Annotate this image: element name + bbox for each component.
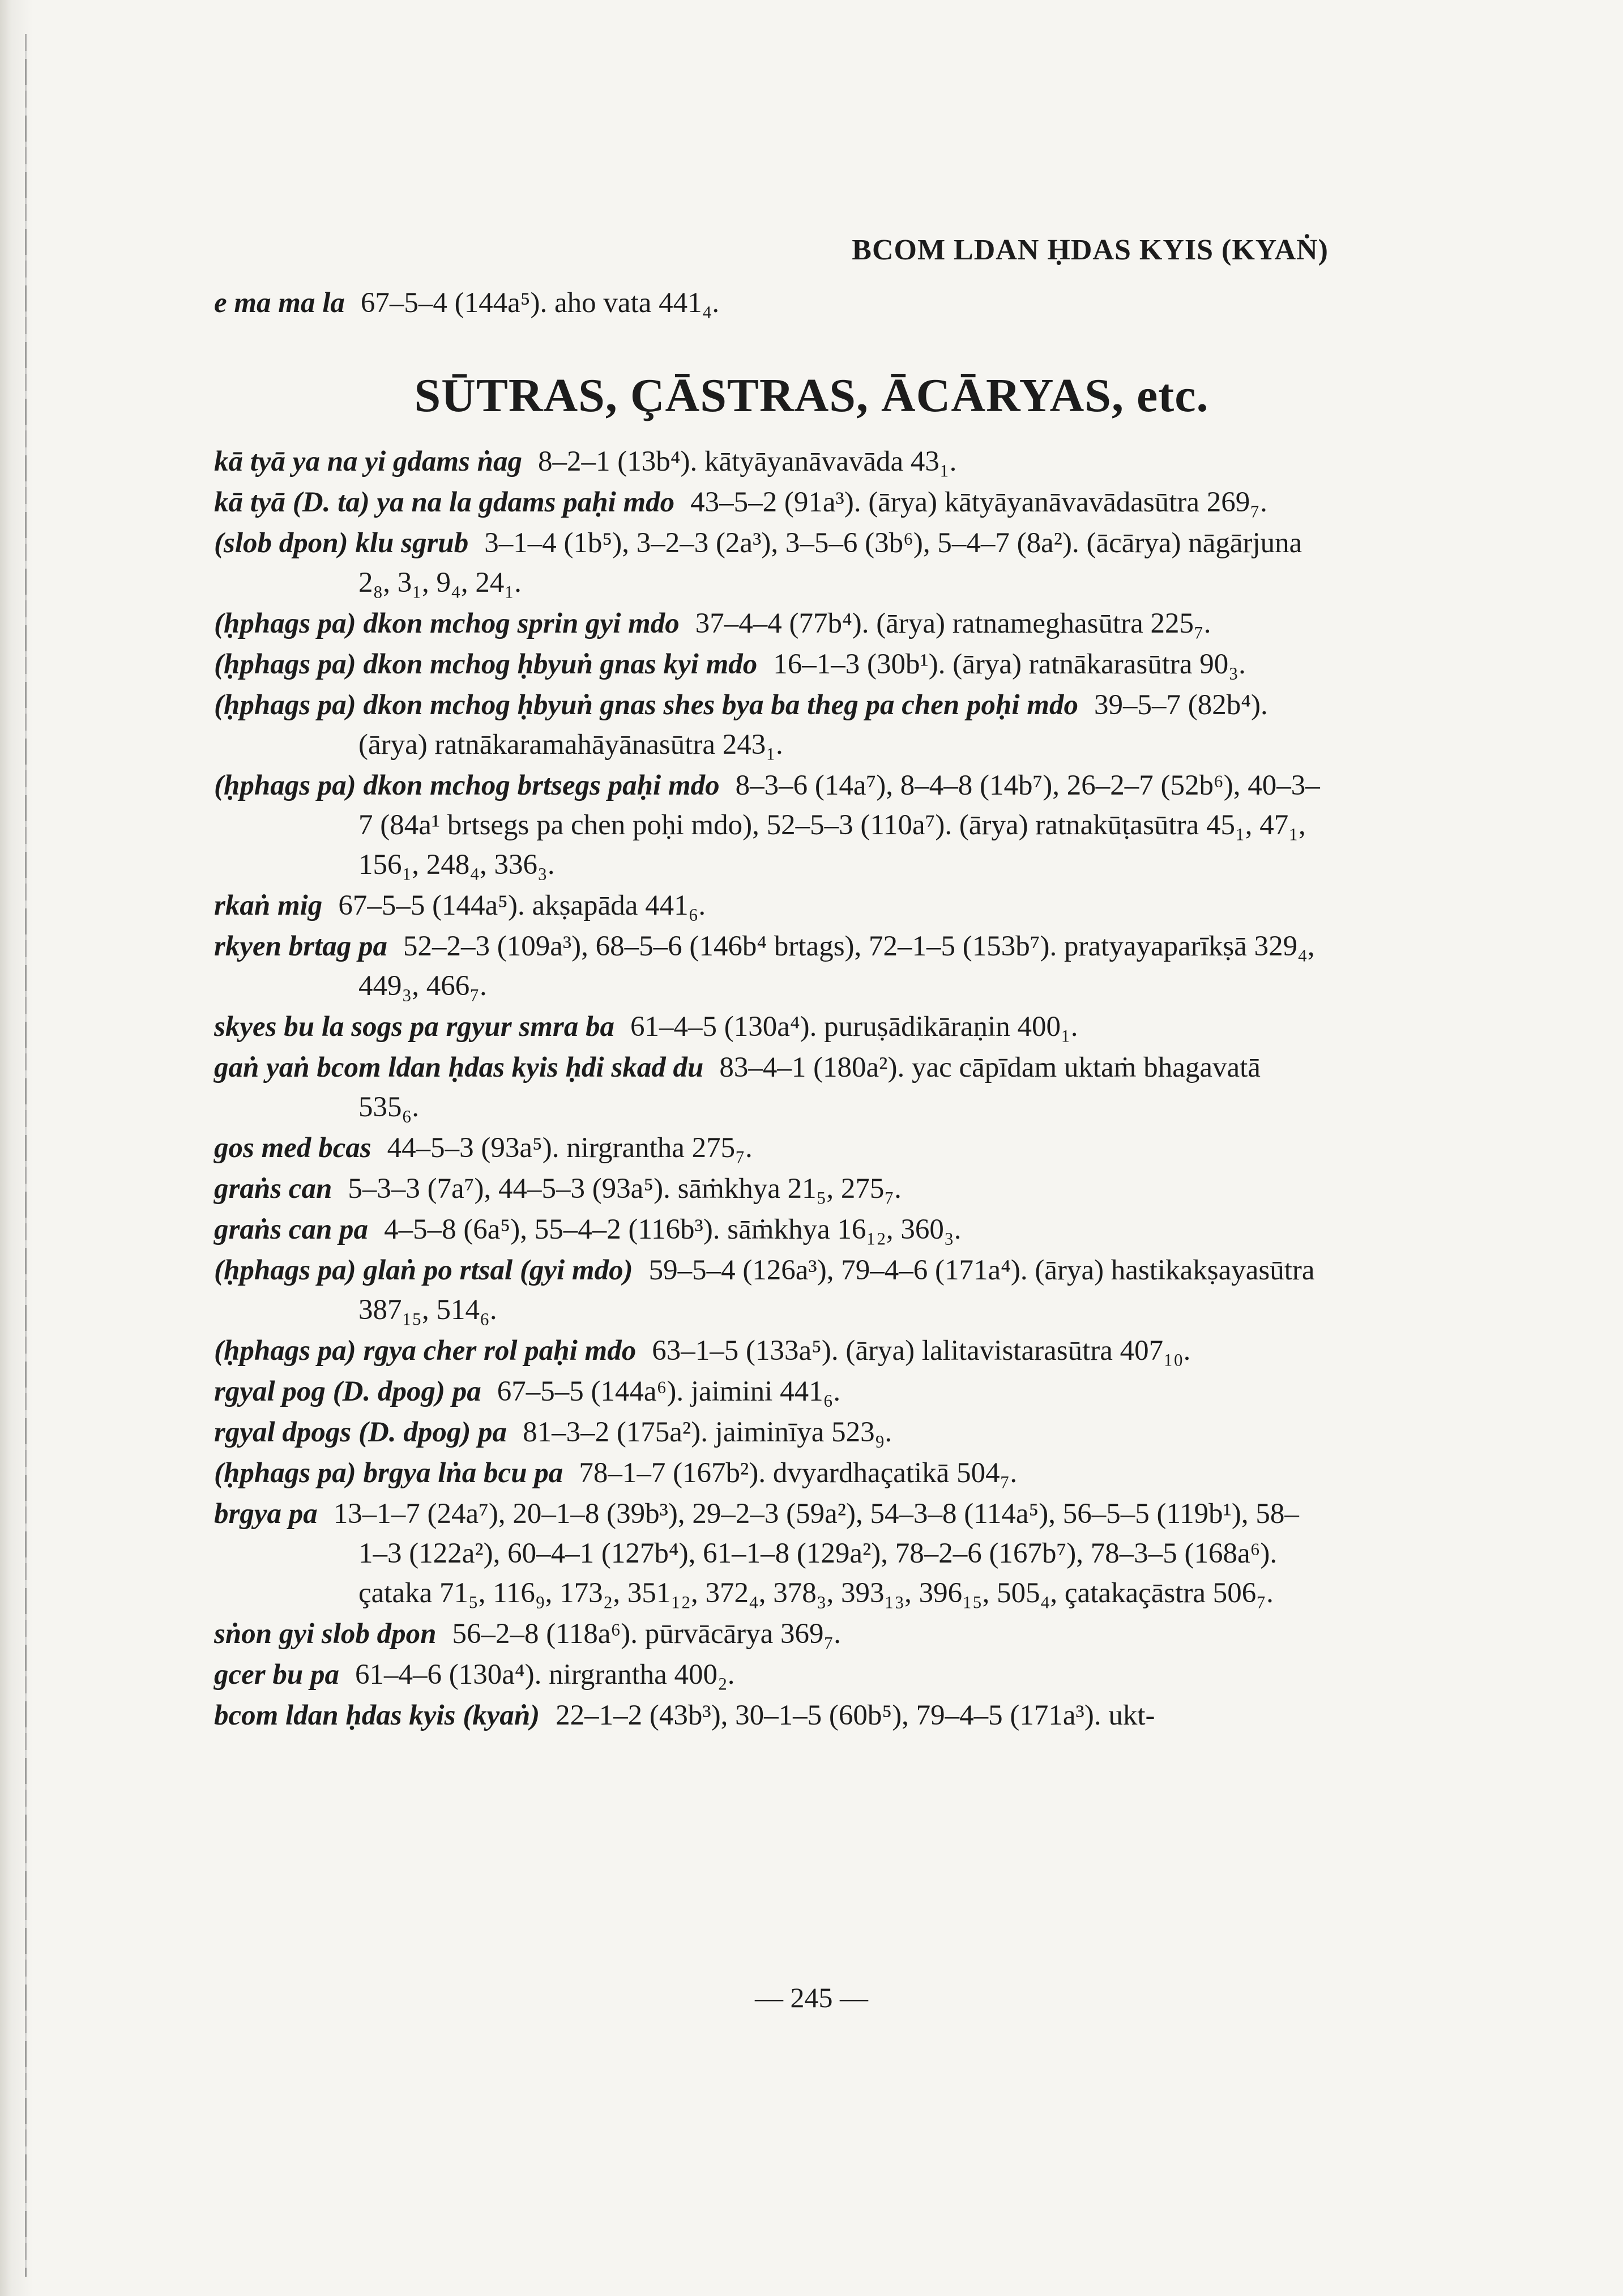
entry-references: 22–1–2 (43b³), 30–1–5 (60b⁵), 79–4–5 (171a³). ukt- [556, 1700, 1155, 1731]
index-entry [214, 685, 1324, 765]
entry-headword: sṅon gyi slob dpon [214, 1618, 437, 1650]
entry-references: 8–2–1 (13b⁴). kātyāyanāvavāda 43₁. [538, 446, 957, 477]
index-entry [214, 1494, 1324, 1613]
entry-references: 44–5–3 (93a⁵). nirgrantha 275₇. [387, 1132, 753, 1164]
entry-headword: graṅs can pa [214, 1214, 369, 1245]
entry-headword: (ḥphags pa) rgya cher rol paḥi mdo [214, 1335, 637, 1367]
entry-headword: (ḥphags pa) dkon mchog ḥbyuṅ gnas shes bya ba theg pa chen poḥi mdo [214, 689, 1078, 721]
entry-references: 83–4–1 (180a²). yac cāpīdam uktaṁ bhagavatā 535₆. [358, 1052, 1261, 1123]
index-entry [214, 1169, 1324, 1209]
entry-headword: gaṅ yaṅ bcom ldan ḥdas kyis ḥdi skad du [214, 1052, 704, 1083]
entry-headword: rgyal dpogs (D. dpog) pa [214, 1416, 507, 1448]
index-entry [214, 523, 1324, 603]
entry-references: 56–2–8 (118a⁶). pūrvācārya 369₇. [452, 1618, 842, 1650]
index-entry [214, 886, 1324, 925]
index-entry [214, 927, 1324, 1006]
page-number: — 245 — [755, 1982, 868, 2013]
index-entry [214, 1251, 1324, 1330]
entry-references: 13–1–7 (24a⁷), 20–1–8 (39b³), 29–2–3 (59a²), 54–3–8 (114a⁵), 56–5–5 (119b¹), 58–1–3 (122a²), 60–4–1 (127b⁴), 61–1–8 (129a²), 78–2–6 (167b⁷), 78–3–5 (168a⁶). çataka 71₅, 116₉, 173₂, 351₁₂, 372₄, 378₃, 393₁₃, 396₁₅, 505₄, çatakaçāstra 506₇. [333, 1498, 1299, 1609]
entry-headword: rkyen brtag pa [214, 931, 387, 962]
index-entry [214, 1210, 1324, 1249]
entry-references: 8–3–6 (14a⁷), 8–4–8 (14b⁷), 26–2–7 (52b⁶), 40–3–7 (84a¹ brtsegs pa chen poḥi mdo), 52–5–3 (110a⁷). (ārya) ratnakūṭasūtra 45₁, 47₁, 156₁, 248₄, 336₃. [358, 770, 1320, 881]
entry-references: 3–1–4 (1b⁵), 3–2–3 (2a³), 3–5–6 (3b⁶), 5–4–7 (8a²). (ācārya) nāgārjuna 2₈, 3₁, 9₄, 24₁. [358, 527, 1302, 599]
entry-headword: gos med bcas [214, 1132, 371, 1164]
entry-references: 39–5–7 (82b⁴). (ārya) ratnākaramahāyānasūtra 243₁. [358, 689, 1268, 761]
index-entry [214, 1412, 1324, 1452]
index-entry [214, 1614, 1324, 1654]
index-entry [214, 604, 1324, 643]
index-entry [214, 283, 1324, 323]
entry-references: 61–4–5 (130a⁴). puruṣādikāraṇin 400₁. [630, 1011, 1078, 1043]
entry-headword: (ḥphags pa) dkon mchog ḥbyuṅ gnas kyi mdo [214, 648, 758, 680]
entry-references: 63–1–5 (133a⁵). (ārya) lalitavistarasūtra 407₁₀. [652, 1335, 1191, 1367]
entry-headword: rgyal pog (D. dpog) pa [214, 1376, 481, 1407]
entry-references: 67–5–5 (144a⁵). akṣapāda 441₆. [338, 890, 706, 921]
entry-headword: (ḥphags pa) glaṅ po rtsal (gyi mdo) [214, 1254, 633, 1286]
index-entry [214, 645, 1324, 684]
entry-references: 16–1–3 (30b¹). (ārya) ratnākarasūtra 90₃. [773, 648, 1246, 680]
entry-references: 43–5–2 (91a³). (ārya) kātyāyanāvavādasūtra 269₇. [690, 486, 1267, 518]
entry-references: 37–4–4 (77b⁴). (ārya) ratnameghasūtra 225₇. [695, 608, 1211, 639]
top-entry-block [214, 283, 1324, 324]
index-entry [214, 766, 1324, 885]
index-entry [214, 1007, 1324, 1047]
entry-headword: kā tyā (D. ta) ya na la gdams paḥi mdo [214, 486, 675, 518]
index-entry [214, 1655, 1324, 1695]
index-entry [214, 1372, 1324, 1411]
entry-references: 67–5–4 (144a⁵). aho vata 441₄. [360, 287, 720, 319]
entry-headword: bcom ldan ḥdas kyis (kyaṅ) [214, 1700, 540, 1731]
entry-headword: (ḥphags pa) dkon mchog brtsegs paḥi mdo [214, 770, 720, 801]
index-entry [214, 1048, 1324, 1127]
index-entry [214, 1128, 1324, 1168]
entry-references: 59–5–4 (126a³), 79–4–6 (171a⁴). (ārya) hastikakṣayasūtra 387₁₅, 514₆. [358, 1254, 1315, 1326]
entry-references: 78–1–7 (167b²). dvyardhaçatikā 504₇. [579, 1457, 1018, 1489]
running-head: BCOM LDAN ḤDAS KYIS (KYAṄ) [852, 234, 1329, 266]
entry-headword: (slob dpon) klu sgrub [214, 527, 469, 559]
entry-references: 52–2–3 (109a³), 68–5–6 (146b⁴ brtags), 72–1–5 (153b⁷). pratyayaparīkṣā 329₄, 449₃, 466₇. [358, 931, 1315, 1002]
entry-list [214, 442, 1324, 1736]
entry-headword: (ḥphags pa) dkon mchog sprin gyi mdo [214, 608, 680, 639]
entry-headword: rkaṅ mig [214, 890, 323, 921]
entry-references: 4–5–8 (6a⁵), 55–4–2 (116b³). sāṁkhya 16₁₂, 360₃. [384, 1214, 962, 1245]
entry-references: 67–5–5 (144a⁶). jaimini 441₆. [497, 1376, 841, 1407]
entry-headword: graṅs can [214, 1173, 332, 1205]
index-entry [214, 1696, 1324, 1735]
entry-headword: brgya pa [214, 1498, 318, 1530]
index-entry [214, 1331, 1324, 1371]
entry-headword: (ḥphags pa) brgya lṅa bcu pa [214, 1457, 563, 1489]
entry-headword: skyes bu la sogs pa rgyur smra ba [214, 1011, 615, 1043]
entry-references: 5–3–3 (7a⁷), 44–5–3 (93a⁵). sāṁkhya 21₅, 275₇. [348, 1173, 902, 1205]
entry-references: 81–3–2 (175a²). jaiminīya 523₉. [523, 1416, 892, 1448]
index-entry [214, 442, 1324, 481]
index-entry [214, 1453, 1324, 1493]
index-entry [214, 483, 1324, 522]
entry-headword: gcer bu pa [214, 1659, 339, 1691]
entry-headword: kā tyā ya na yi gdams ṅag [214, 446, 522, 477]
entry-references: 61–4–6 (130a⁴). nirgrantha 400₂. [355, 1659, 735, 1691]
entry-headword: e ma ma la [214, 287, 345, 319]
scan-edge [0, 0, 33, 2296]
section-title: SŪTRAS, ÇĀSTRAS, ĀCĀRYAS, etc. [414, 369, 1209, 422]
